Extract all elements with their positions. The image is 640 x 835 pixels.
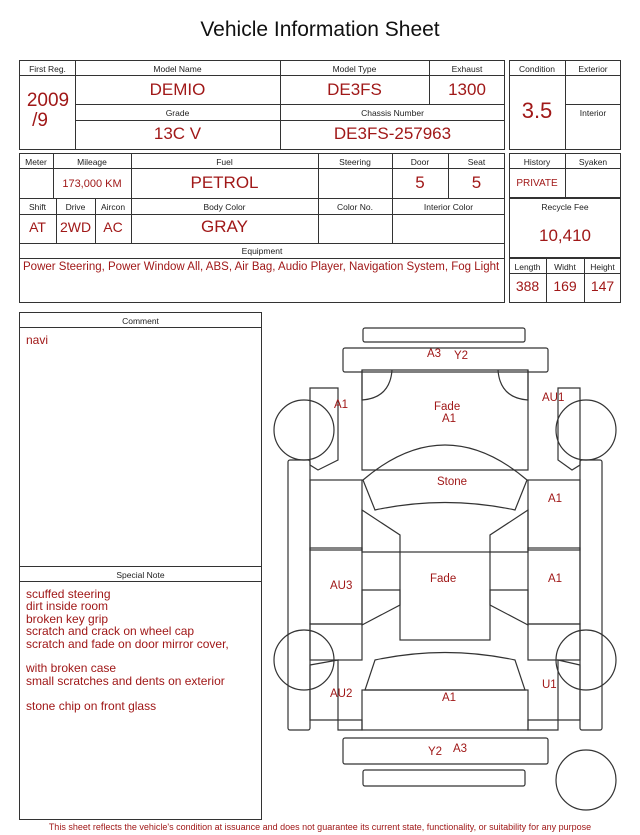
right-front-window [490,510,528,552]
first-reg-label-line [19,60,76,76]
front-left-tire [274,400,334,460]
length-label: Length [514,262,541,272]
rear-right-lamp [528,720,558,730]
first-reg-label: First Reg. [29,64,66,74]
history-label: History [523,157,551,167]
condition-value: 3.5 [521,98,553,123]
special-note-line: scratch and crack on wheel cap [26,624,195,639]
color-no-label: Color No. [337,202,373,212]
special-note-line: stone chip on front glass [26,698,157,713]
mark-front-bumper-2: Y2 [454,350,469,362]
special-note-line: broken key grip [26,611,109,626]
condition-label: Condition [519,64,555,74]
interior-label: Interior [579,108,607,118]
seat-label: Seat [467,157,486,167]
fuel-label: Fuel [216,157,233,167]
equipment-label: Equipment [241,246,283,256]
page-title: Vehicle Information Sheet [200,18,440,41]
left-front-door-shape [310,480,362,550]
mark-bonnet-1: Fade [434,401,461,413]
first-reg-month: /9 [32,110,48,131]
special-note-label: Special Note [116,570,165,580]
height-label: Height [590,262,615,272]
mark-rear-bumper-1: Y2 [428,746,443,758]
model-name-label: Model Name [153,64,202,74]
mark-rear-bumper-2: A3 [453,743,468,755]
front-right-lamp [498,370,528,400]
front-spoiler-shape [363,328,525,342]
history-value: PRIVATE [516,178,558,189]
meter-label: Meter [25,157,47,167]
mark-windshield: Stone [437,476,468,488]
comment-text: navi [26,333,49,347]
special-note-line: with broken case [26,661,117,676]
syaken-label: Syaken [578,157,608,167]
seat-value: 5 [471,173,482,192]
equipment-value: Power Steering, Power Window All, ABS, Air Bag, Audio Player, Navigation System, Fog Light [23,261,500,273]
special-note-line [26,687,258,699]
mark-right-rear-door: A1 [548,573,563,585]
mileage-label: Mileage [77,157,107,167]
drive-value: 2WD [59,219,92,235]
mark-roof: Fade [430,573,457,585]
vehicle-damage-diagram [270,320,630,830]
special-note-line: scuffed steering [26,587,111,601]
right-rear-window [490,590,528,625]
aircon-label: Aircon [100,202,126,212]
model-name-value: DEMIO [149,80,206,99]
mark-left-rear-door: AU3 [330,580,353,592]
mark-right-rear-quarter: U1 [542,679,557,691]
mark-front-bumper-1: A3 [427,348,442,360]
right-rear-fender-shape [558,660,580,720]
exterior-interior-divider [565,104,621,105]
left-rear-window [362,590,400,625]
rear-left-lamp [338,720,362,730]
mark-left-front-fender: A1 [334,399,349,411]
door-label: Door [410,157,430,167]
shift-label: Shift [28,202,46,212]
interior-color-label: Interior Color [423,202,474,212]
fuel-value: PETROL [190,173,259,192]
special-note-line: scratch and fade on door mirror cover, [26,636,229,651]
height-value: 147 [590,278,615,294]
exhaust-label: Exhaust [451,64,483,74]
body-color-label: Body Color [203,202,246,212]
rear-bumper-shape [343,738,548,764]
mark-trunk: A1 [442,692,457,704]
aircon-value: AC [103,219,123,235]
mark-right-front-door: A1 [548,493,563,505]
chassis-number-value: DE3FS-257963 [333,124,452,143]
shift-value: AT [29,219,46,235]
left-rear-panel-shape [310,624,362,660]
spare-tire [556,750,616,810]
model-type-label: Model Type [332,64,377,74]
rear-glass-shape [365,653,525,691]
width-value: 169 [553,278,577,294]
front-left-lamp [362,370,392,400]
grade-label: Grade [165,108,190,118]
roof-shape [400,552,490,640]
right-front-door-shape [528,480,580,550]
comment-label: Comment [122,316,159,326]
right-rear-panel-shape [528,624,580,660]
width-label: Widht [554,262,576,272]
mark-left-rear-quarter: AU2 [330,688,353,700]
recycle-fee-value: 10,410 [539,226,591,245]
door-value: 5 [415,173,425,192]
rear-spoiler-shape [363,770,525,786]
first-reg-year: 2009 [26,90,70,111]
model-type-value: DE3FS [327,80,382,99]
steering-label: Steering [339,157,371,167]
exterior-label: Exterior [578,64,608,74]
front-right-tire [556,400,616,460]
drive-label: Drive [65,202,86,212]
special-note-list [26,588,258,712]
length-value: 388 [515,278,540,294]
special-note-line: small scratches and dents on exterior [26,673,225,688]
mark-bonnet-2: A1 [442,413,457,425]
disclaimer-footer: This sheet reflects the vehicle's condition at issuance and does not guarantee its current state, functionality, or suitability for any purpose [48,822,592,832]
recycle-fee-label: Recycle Fee [541,202,589,212]
grade-value: 13C V [153,124,202,143]
right-rear-door-shape [528,548,580,624]
body-color-value: GRAY [201,217,248,236]
mileage-value: 173,000 KM [62,178,122,190]
chassis-number-label: Chassis Number [361,108,424,118]
left-front-window [362,510,400,552]
front-bumper-shape [343,348,548,372]
special-note-line: dirt inside room [26,599,109,614]
exhaust-value: 1300 [448,80,486,99]
mark-right-front-fender: AU1 [542,392,565,404]
